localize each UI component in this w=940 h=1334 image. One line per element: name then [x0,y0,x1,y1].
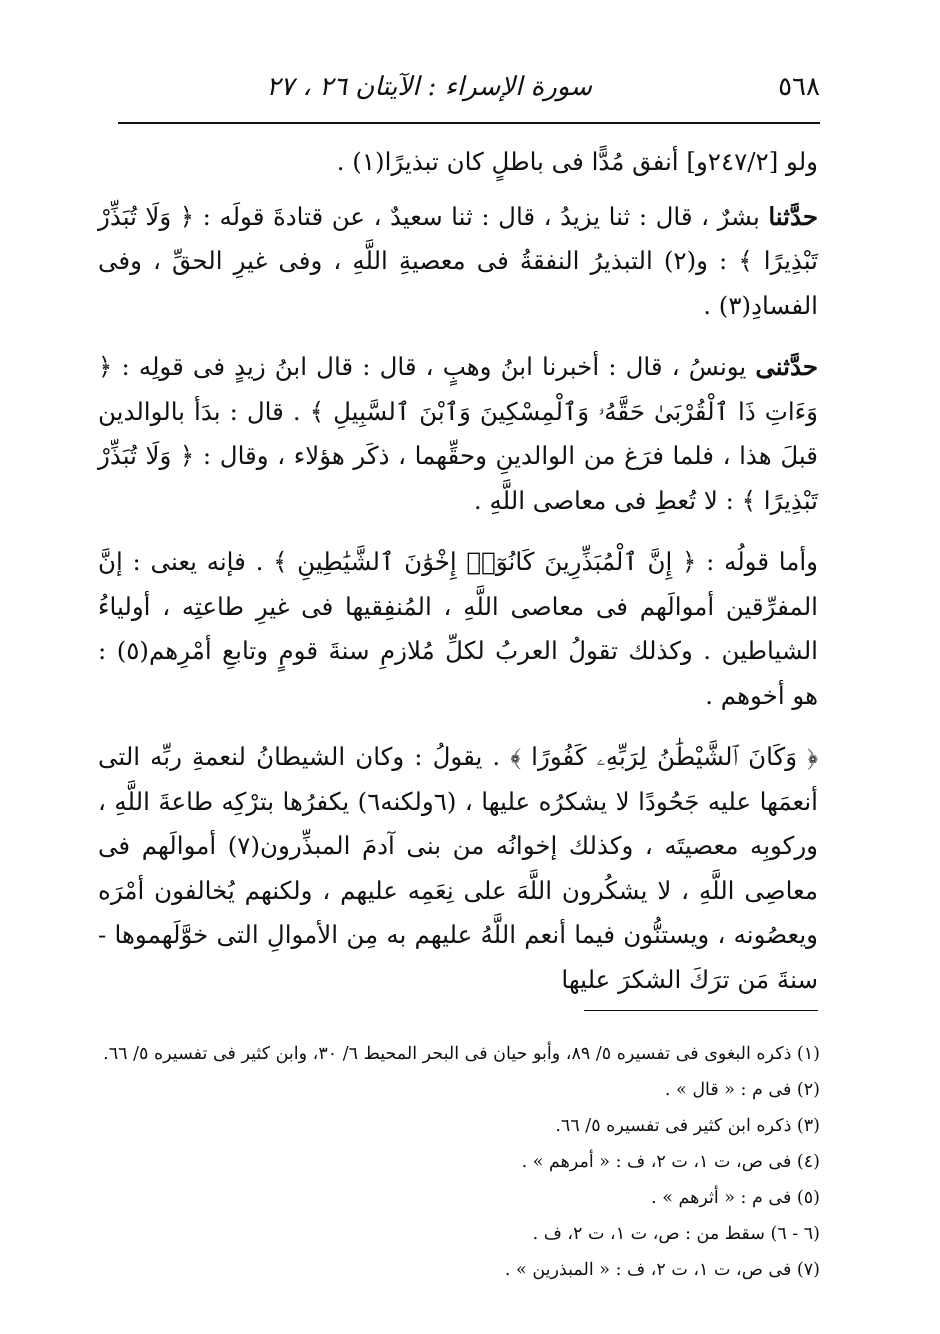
paragraph-1-text: ولو [٢٤٧/٢و] أنفق مُدًّا فى باطلٍ كان تبذيرًا(١) . [336,147,818,176]
footnote-7: (٧) فى ص، ت ١، ت ٢، ف : « المبذرين » . [504,1260,820,1280]
footnote-1: (١) ذكره البغوى فى تفسيره ٥/ ٨٩، وأبو حيان فى البحر المحيط ٦/ ٣٠، وابن كثير فى تفسيره ٥/ ٦٦. [103,1044,820,1064]
footnote-2: (٢) فى م : « قال » . [664,1080,820,1100]
page-number: ٥٦٨ [778,72,820,102]
running-title: سورة الإسراء : الآيتان ٢٦ ، ٢٧ [266,72,592,102]
footnote-5: (٥) فى م : « أثرهم » . [651,1188,820,1208]
page-header [118,60,820,124]
footnotes [98,1036,820,1288]
paragraph-2-text: بشرٌ ، قال : ثنا يزيدُ ، قال : ثنا سعيدٌ ، عن قتادةَ قولَه : ﴿ وَلَا تُبَذِّرْ تَبْذِيرًا ﴾ : و(٢) التبذيرُ النفقةُ فى معصيةِ اللَّهِ ، وفى غيرِ الحقِّ ، وفى الفسادِ(٣) . [98,201,818,320]
paragraph-2 [98,195,818,329]
main-text [98,140,818,1019]
paragraph-5-text: ﴿ وَكَانَ ٱلشَّيْطَٰنُ لِرَبِّهِۦ كَفُورًا ﴾ . يقولُ : وكان الشيطانُ لنعمةِ ربِّه التى أنعمَها عليه جَحُودًا لا يشكرُه عليها ، (٦ولكنه٦) يكفرُها بترْكِه طاعةَ اللَّهِ ، وركوبِه معصيتَه ، وكذلك إخوانُه من بنى آدمَ المبذِّرون(٧) أموالَهم فى معاصِى اللَّهِ ، لا يشكُرون اللَّهَ على نِعَمِه عليهم ، ولكنهم يُخالفون أمْرَه ويعصُونه ، ويستنُّون فيما أنعم اللَّهُ عليهم به مِن الأموالِ التى خوَّلَهموها - سنةَ مَن ترَكَ الشكرَ عليها [98,742,818,994]
isnad-lead: حدَّثنا [768,201,818,231]
footnote-separator [584,1010,818,1011]
isnad-lead: حدَّثنى [755,352,818,381]
footnote-4: (٤) فى ص، ت ١، ت ٢، ف : « أمرهم » . [521,1152,820,1172]
paragraph-3-text: يونسُ ، قال : أخبرنا ابنُ وهبٍ ، قال : قال ابنُ زيدٍ فى قولِه : ﴿ وَءَاتِ ذَا ٱلْقُرْبَىٰ حَقَّهُۥ وَٱلْمِسْكِينَ وَٱبْنَ ٱلسَّبِيلِ ﴾ . قال : بدَأ بالوالدين قبلَ هذا ، فلما فرَغ من الوالدينِ وحقِّهما ، ذكَر هؤلاء ، وقال : ﴿ وَلَا تُبَذِّرْ تَبْذِيرًا ﴾ : لا تُعطِ فى معاصى اللَّهِ . [98,352,818,515]
paragraph-4 [98,540,818,718]
footnote-6: (٦ - ٦) سقط من : ص، ت ١، ت ٢، ف . [532,1224,820,1244]
footnote-3: (٣) ذكره ابن كثير فى تفسيره ٥/ ٦٦. [555,1116,820,1136]
paragraph-3 [98,345,818,523]
paragraph-1 [98,140,818,185]
paragraph-5 [98,735,818,1002]
paragraph-4-text: وأما قولُه : ﴿ إِنَّ ٱلْمُبَذِّرِينَ كَانُوٓا۟ إِخْوَٰنَ ٱلشَّيَٰطِينِ ﴾ . فإنه يعنى : إنَّ المفرِّقين أموالَهم فى معاصى اللَّهِ ، المُنفِقيها فى غيرِ طاعتِه ، أولياءُ الشياطين . وكذلك تقولُ العربُ لكلِّ مُلازمِ سنةَ قومٍ وتابعِ أمْرِهم(٥) : هو أخوهم . [98,547,818,710]
